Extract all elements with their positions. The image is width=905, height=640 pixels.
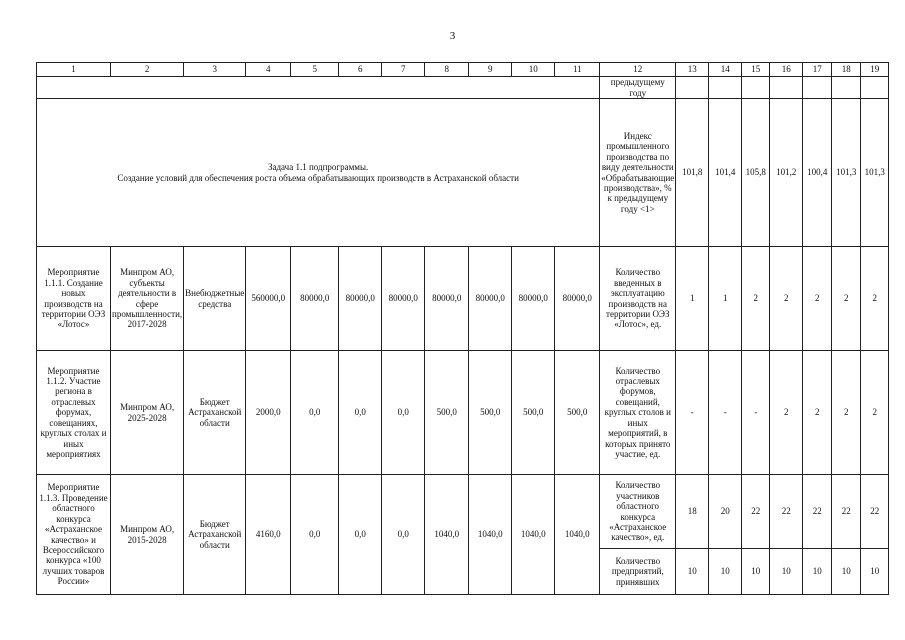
funding-source: Бюджет Астраханской области [184, 351, 246, 475]
empty-cell [803, 77, 832, 99]
column-number: 18 [832, 63, 861, 77]
indicator-value: 18 [676, 475, 709, 549]
column-number: 12 [600, 63, 676, 77]
measure-indicator: Количество отраслевых форумов, совещаний, круглых столов и иных мероприятий, в которых принято участие, ед. [600, 351, 676, 475]
amount-cell: 0,0 [291, 475, 339, 595]
task-title-cell [37, 99, 600, 247]
column-number: 11 [555, 63, 600, 77]
column-number: 1 [37, 63, 111, 77]
task-subtitle: Создание условий для обеспечения роста объема обрабатывающих производств в Астраханской области [117, 172, 519, 183]
indicator-value: 2 [742, 247, 770, 351]
funding-source: Внебюджетные средства [184, 247, 246, 351]
indicator-value: 2 [803, 351, 832, 475]
indicator-value: - [709, 351, 742, 475]
indicator-value: 22 [742, 475, 770, 549]
indicator-value: 2 [861, 351, 889, 475]
amount-cell: 4160,0 [246, 475, 291, 595]
empty-cell [709, 77, 742, 99]
indicator-value: 10 [742, 549, 770, 595]
column-number: 2 [111, 63, 184, 77]
column-number: 10 [512, 63, 555, 77]
column-number: 13 [676, 63, 709, 77]
amount-cell: 80000,0 [469, 247, 512, 351]
amount-cell: 1040,0 [512, 475, 555, 595]
measure-indicator: Количество предприятий, принявших [600, 549, 676, 595]
indicator-value: 10 [861, 549, 889, 595]
indicator-value: 2 [770, 247, 803, 351]
amount-cell: 2000,0 [246, 351, 291, 475]
indicator-value: 22 [861, 475, 889, 549]
amount-cell: 1040,0 [469, 475, 512, 595]
indicator-value: 2 [803, 247, 832, 351]
column-number: 16 [770, 63, 803, 77]
indicator-value: 20 [709, 475, 742, 549]
indicator-value: 101,4 [709, 99, 742, 247]
column-number: 17 [803, 63, 832, 77]
column-number: 4 [246, 63, 291, 77]
indicator-value: 1 [709, 247, 742, 351]
empty-cell [742, 77, 770, 99]
indicator-value: - [676, 351, 709, 475]
amount-cell: 500,0 [555, 351, 600, 475]
amount-cell: 80000,0 [555, 247, 600, 351]
empty-cell [37, 77, 600, 99]
funding-source: Бюджет Астраханской области [184, 475, 246, 595]
amount-cell: 0,0 [339, 475, 382, 595]
indicator-value: 10 [676, 549, 709, 595]
indicator-value: 2 [832, 351, 861, 475]
measure-row [37, 475, 889, 549]
column-number: 5 [291, 63, 339, 77]
empty-cell [676, 77, 709, 99]
program-table [36, 62, 889, 595]
indicator-value: 2 [832, 247, 861, 351]
column-number: 9 [469, 63, 512, 77]
task-row [37, 99, 889, 247]
measure-indicator: Количество участников областного конкурса «Астраханское качество», ед. [600, 475, 676, 549]
indicator-value: 10 [770, 549, 803, 595]
column-number: 3 [184, 63, 246, 77]
indicator-value: 22 [803, 475, 832, 549]
indicator-value: 1 [676, 247, 709, 351]
indicator-continuation: предыдущему году [600, 77, 676, 99]
amount-cell: 80000,0 [512, 247, 555, 351]
amount-cell: 0,0 [382, 351, 425, 475]
amount-cell: 500,0 [425, 351, 469, 475]
amount-cell: 1040,0 [425, 475, 469, 595]
measure-name: Мероприятие 1.1.3. Проведение областного конкурса «Астраханское качество» и Всероссийского конкурса «100 лучших товаров России» [37, 475, 111, 595]
amount-cell: 80000,0 [291, 247, 339, 351]
measure-executor: Минпром АО, субъекты деятельности в сфере промышленности, 2017-2028 [111, 247, 184, 351]
indicator-value: 10 [832, 549, 861, 595]
indicator-value: 101,2 [770, 99, 803, 247]
measure-executor: Минпром АО, 2025-2028 [111, 351, 184, 475]
column-number-row [37, 63, 889, 77]
indicator-value: 22 [832, 475, 861, 549]
indicator-value: 100,4 [803, 99, 832, 247]
indicator-value: 10 [709, 549, 742, 595]
indicator-value: 10 [803, 549, 832, 595]
amount-cell: 0,0 [382, 475, 425, 595]
empty-cell [770, 77, 803, 99]
indicator-value: 101,3 [861, 99, 889, 247]
column-number: 19 [861, 63, 889, 77]
empty-cell [832, 77, 861, 99]
indicator-value: 2 [770, 351, 803, 475]
amount-cell: 80000,0 [339, 247, 382, 351]
column-number: 8 [425, 63, 469, 77]
measure-name: Мероприятие 1.1.1. Создание новых производств на территории ОЭЗ «Лотос» [37, 247, 111, 351]
column-number: 6 [339, 63, 382, 77]
measure-name: Мероприятие 1.1.2. Участие региона в отраслевых форумах, совещаниях, круглых столах и иных мероприятиях [37, 351, 111, 475]
empty-cell [861, 77, 889, 99]
indicator-value: 101,8 [676, 99, 709, 247]
indicator-value: - [742, 351, 770, 475]
page-number: 3 [449, 30, 456, 42]
indicator-value: 22 [770, 475, 803, 549]
task-title: Задача 1.1 подпрограммы. [267, 162, 369, 173]
amount-cell: 1040,0 [555, 475, 600, 595]
amount-cell: 80000,0 [425, 247, 469, 351]
indicator-value: 105,8 [742, 99, 770, 247]
measure-executor: Минпром АО, 2015-2028 [111, 475, 184, 595]
amount-cell: 0,0 [339, 351, 382, 475]
column-number: 14 [709, 63, 742, 77]
indicator-value: 101,3 [832, 99, 861, 247]
task-indicator: Индекс промышленного производства по виду деятельности «Обрабатывающие производства», % к предыдущему году <1> [600, 99, 676, 247]
amount-cell: 560000,0 [246, 247, 291, 351]
amount-cell: 80000,0 [382, 247, 425, 351]
measure-row [37, 351, 889, 475]
amount-cell: 500,0 [469, 351, 512, 475]
amount-cell: 500,0 [512, 351, 555, 475]
column-number: 7 [382, 63, 425, 77]
continuation-row [37, 77, 889, 99]
column-number: 15 [742, 63, 770, 77]
amount-cell: 0,0 [291, 351, 339, 475]
measure-row [37, 247, 889, 351]
measure-indicator: Количество введенных в эксплуатацию производств на территории ОЭЗ «Лотос», ед. [600, 247, 676, 351]
indicator-value: 2 [861, 247, 889, 351]
